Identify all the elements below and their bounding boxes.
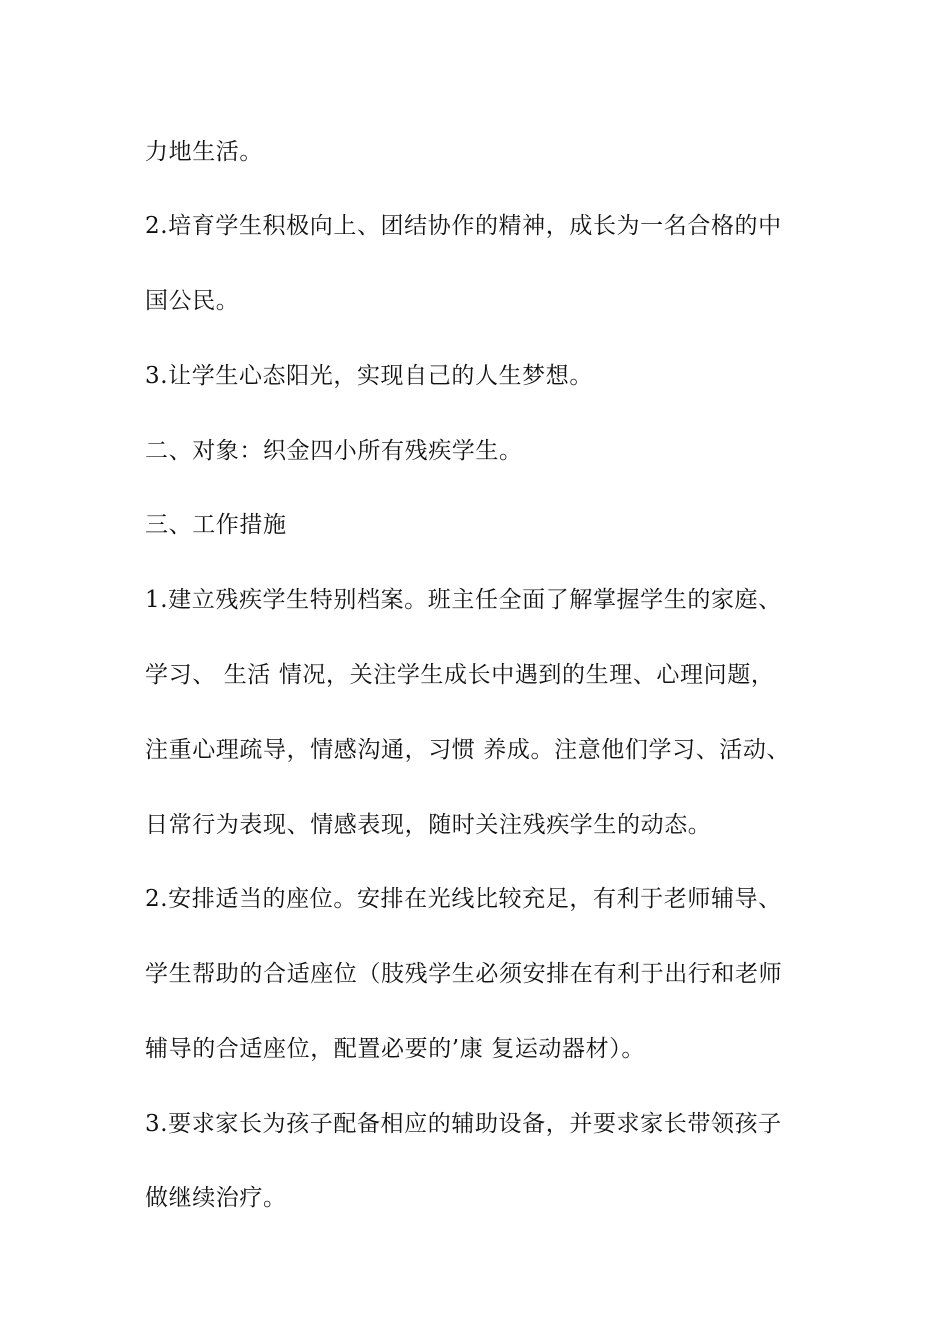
paragraph-line-8: 学习、 生活 情况，关注学生成长中遇到的生理、心理问题， <box>145 662 775 688</box>
paragraph-line-11: 2.安排适当的座位。安排在光线比较充足，有利于老师辅导、 <box>145 886 782 912</box>
paragraph-line-2: 2.培育学生积极向上、团结协作的精神，成长为一名合格的中 <box>145 213 782 239</box>
paragraph-line-4: 3.让学生心态阳光，实现自己的人生梦想。 <box>145 363 593 389</box>
paragraph-line-9: 注重心理疏导，情感沟通，习惯 养成。注意他们学习、活动、 <box>145 737 791 763</box>
paragraph-line-13: 辅导的合适座位，配置必要的’康 复运动器材）。 <box>145 1036 645 1062</box>
paragraph-line-3: 国公民。 <box>145 288 240 314</box>
section-heading: 三、工作措施 <box>145 512 287 538</box>
paragraph-line-10: 日常行为表现、情感表现，随时关注残疾学生的动态。 <box>145 812 712 838</box>
paragraph-line-12: 学生帮助的合适座位（肢残学生必须安排在有利于出行和老师 <box>145 961 783 987</box>
paragraph-line-15: 做继续治疗。 <box>145 1185 287 1211</box>
paragraph-line-5: 二、对象：织金四小所有残疾学生。 <box>145 438 523 464</box>
paragraph-line-1: 力地生活。 <box>145 139 263 165</box>
paragraph-line-14: 3.要求家长为孩子配备相应的辅助设备，并要求家长带领孩子 <box>145 1111 782 1137</box>
paragraph-line-7: 1.建立残疾学生特别档案。班主任全面了解掌握学生的家庭、 <box>145 587 782 613</box>
